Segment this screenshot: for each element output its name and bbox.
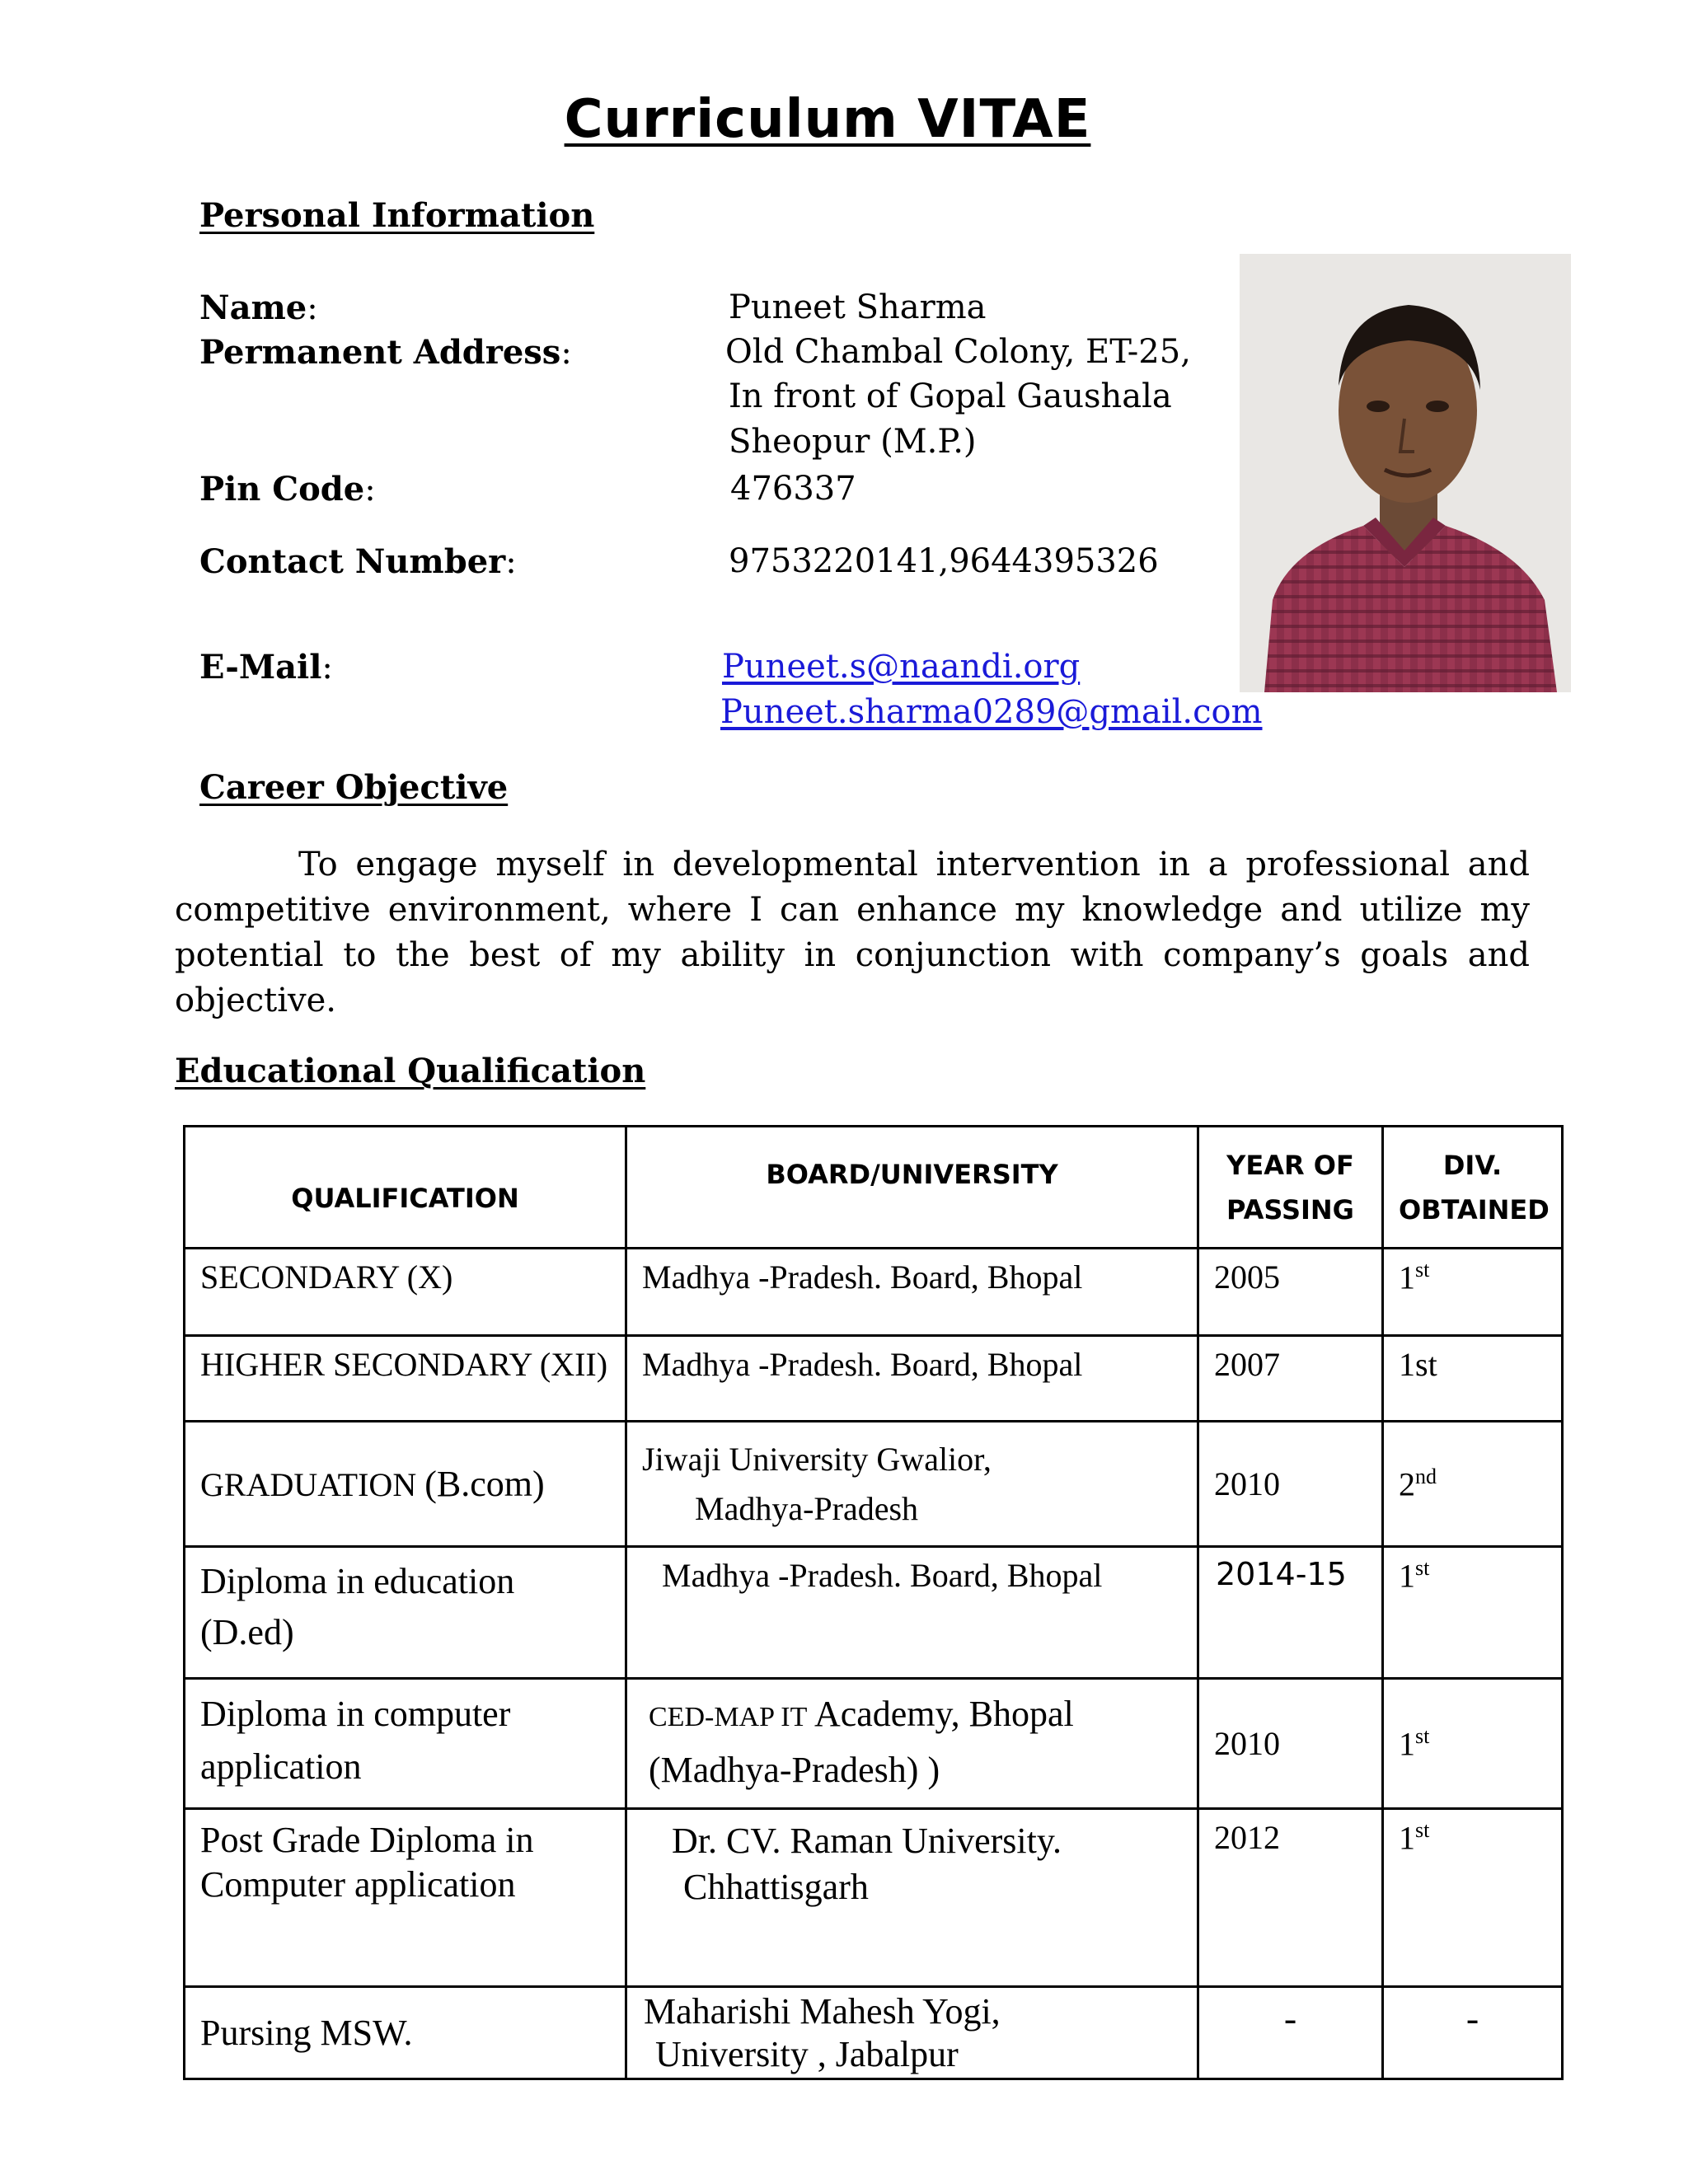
board-cell: Madhya -Pradesh. Board, Bhopal	[626, 1336, 1198, 1422]
table-header-row	[185, 1127, 1563, 1249]
year-cell: 2010	[1198, 1679, 1383, 1809]
table-row	[185, 1987, 1563, 2079]
div-cell: -	[1383, 1987, 1563, 2079]
contact-label: Contact Number:	[199, 542, 517, 581]
table-row	[185, 1336, 1563, 1422]
education-table	[183, 1125, 1564, 2080]
career-objective-text: To engage myself in developmental intervention in a professional and competitive environment, where I can enhance my knowledge and utilize my potential to the best of my ability in conjunction with company’s goals and objective.	[175, 846, 1530, 1019]
table-row	[185, 1679, 1563, 1809]
address-line-3: Sheopur (M.P.)	[729, 423, 977, 461]
board-cell: Madhya -Pradesh. Board, Bhopal	[626, 1249, 1198, 1336]
year-cell: 2005	[1198, 1249, 1383, 1336]
page-title: Curriculum VITAE	[564, 89, 1091, 150]
board-cell: Maharishi Mahesh Yogi, University , Jabalpur	[626, 1987, 1198, 2079]
email-link-personal[interactable]: Puneet.sharma0289@gmail.com	[720, 693, 1263, 731]
qualification-cell: Diploma in education (D.ed)	[185, 1547, 626, 1679]
education-heading: Educational Qualification	[175, 1052, 646, 1090]
pin-code-value: 476337	[730, 470, 856, 508]
career-objective-heading: Career Objective	[199, 768, 509, 807]
personal-info-heading: Personal Information	[199, 196, 595, 235]
contact-value: 9753220141,9644395326	[729, 542, 1159, 580]
address-line-1: Old Chambal Colony, ET-25,	[725, 333, 1191, 371]
table-row	[185, 1809, 1563, 1987]
div-cell: 1st	[1383, 1679, 1563, 1809]
board-cell: Jiwaji University Gwalior, Madhya-Pradesh	[626, 1422, 1198, 1547]
table-row	[185, 1422, 1563, 1547]
board-cell: CED-MAP IT Academy, Bhopal (Madhya-Pradesh) )	[626, 1679, 1198, 1809]
qualification-cell: Post Grade Diploma in Computer application	[185, 1809, 626, 1987]
qualification-cell: HIGHER SECONDARY (XII)	[185, 1336, 626, 1422]
year-cell: 2010	[1198, 1422, 1383, 1547]
year-cell: -	[1198, 1987, 1383, 2079]
year-cell: 2012	[1198, 1809, 1383, 1987]
email-link-work[interactable]: Puneet.s@naandi.org	[722, 648, 1081, 686]
header-year: YEAR OF PASSING	[1198, 1127, 1383, 1249]
pin-code-label: Pin Code:	[199, 470, 376, 509]
name-label: Name:	[199, 288, 318, 327]
email-label: E-Mail:	[199, 648, 333, 687]
div-cell: 1st	[1383, 1547, 1563, 1679]
div-cell: 2nd	[1383, 1422, 1563, 1547]
header-qualification: QUALIFICATION	[185, 1127, 626, 1249]
name-value: Puneet Sharma	[729, 288, 987, 326]
board-cell: Dr. CV. Raman University. Chhattisgarh	[626, 1809, 1198, 1987]
qualification-cell: Diploma in computer application	[185, 1679, 626, 1809]
header-board: BOARD/UNIVERSITY	[626, 1127, 1198, 1249]
year-cell: 2007	[1198, 1336, 1383, 1422]
div-cell: 1st	[1383, 1336, 1563, 1422]
table-row	[185, 1547, 1563, 1679]
table-row	[185, 1249, 1563, 1336]
qualification-cell: SECONDARY (X)	[185, 1249, 626, 1336]
qualification-cell: Pursing MSW.	[185, 1987, 626, 2079]
year-cell: 2014-15	[1198, 1547, 1383, 1679]
div-cell: 1st	[1383, 1249, 1563, 1336]
qualification-cell: GRADUATION (B.com)	[185, 1422, 626, 1547]
header-div: DIV. OBTAINED	[1383, 1127, 1563, 1249]
address-label: Permanent Address:	[199, 333, 572, 372]
profile-photo	[1240, 254, 1571, 692]
board-cell: Madhya -Pradesh. Board, Bhopal	[626, 1547, 1198, 1679]
div-cell: 1st	[1383, 1809, 1563, 1987]
address-line-2: In front of Gopal Gaushala	[729, 377, 1172, 415]
